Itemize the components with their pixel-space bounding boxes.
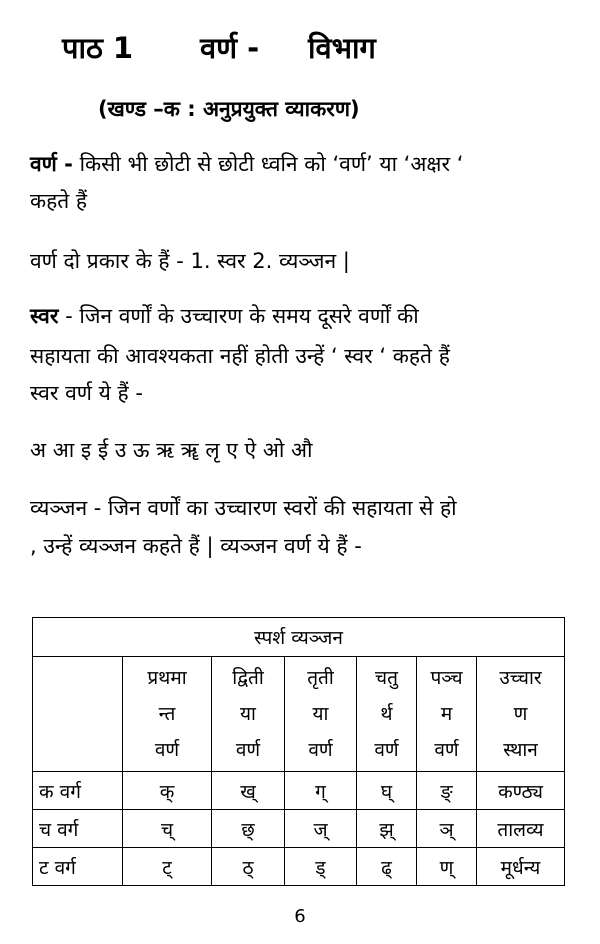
table-cell: कण्ठ्य (477, 772, 565, 810)
table-cell: ढ् (357, 848, 417, 886)
table-cell: क् (123, 772, 212, 810)
varn-definition-line1 (30, 148, 463, 181)
swar-definition-text: - जिन वर्णों के उच्चारण के समय दूसरे वर्णों की (65, 304, 419, 328)
sparsh-vyanjan-table (32, 617, 565, 886)
swar-list: अ आ इ ई उ ऊ ऋ ॠ लृ ए ऐ ओ औ (30, 438, 313, 462)
table-header: पञ्च म वर्ण (417, 657, 477, 772)
table-header: प्रथमा न्त वर्ण (123, 657, 212, 772)
table-header-row (33, 657, 565, 772)
swar-definition-line3: स्वर वर्ण ये हैं - (30, 381, 143, 405)
varn-definition-line2: कहते हैं (30, 189, 88, 213)
vyanjan-definition-line2: , उन्हें व्यञ्जन कहते हैं | व्यञ्जन वर्ण ये हैं - (30, 534, 362, 558)
table-cell: च् (123, 810, 212, 848)
table-row (33, 772, 565, 810)
table-cell: मूर्धन्य (477, 848, 565, 886)
table-cell: ड् (285, 848, 357, 886)
swar-definition-line1 (30, 300, 419, 333)
row-label: क वर्ग (33, 772, 123, 810)
table-cell: घ् (357, 772, 417, 810)
table-cell: ठ् (212, 848, 285, 886)
table-header: चतु र्थ वर्ण (357, 657, 417, 772)
table-cell: ग् (285, 772, 357, 810)
table-row (33, 848, 565, 886)
row-label: ट वर्ग (33, 848, 123, 886)
title-varn: वर्ण - (200, 31, 260, 65)
title-vibhag: विभाग (308, 31, 376, 65)
swar-term: स्वर (30, 304, 59, 328)
table-header: तृती या वर्ण (285, 657, 357, 772)
table-cell: ख् (212, 772, 285, 810)
table-cell: ज् (285, 810, 357, 848)
table-header: द्विती या वर्ण (212, 657, 285, 772)
lesson-number: पाठ 1 (62, 31, 134, 65)
page-number: 6 (294, 906, 306, 927)
table-caption: स्पर्श व्यञ्जन (33, 618, 565, 657)
varn-definition-text: किसी भी छोटी से छोटी ध्वनि को ‘वर्ण’ या ‘अक्षर ‘ (79, 152, 464, 176)
table-cell: ङ् (417, 772, 477, 810)
table-caption-row (33, 618, 565, 657)
table-cell: ट् (123, 848, 212, 886)
table-header-empty (33, 657, 123, 772)
table-cell: छ् (212, 810, 285, 848)
table-cell: ञ् (417, 810, 477, 848)
table-cell: ण् (417, 848, 477, 886)
swar-definition-line2: सहायता की आवश्यकता नहीं होती उन्हें ‘ स्वर ‘ कहते हैं (30, 344, 450, 368)
table-cell: तालव्य (477, 810, 565, 848)
row-label: च वर्ग (33, 810, 123, 848)
varn-term: वर्ण - (30, 152, 73, 176)
section-subtitle: (खण्ड –क : अनुप्रयुक्त व्याकरण) (98, 97, 360, 121)
table-cell: झ् (357, 810, 417, 848)
vyanjan-definition-line1: व्यञ्जन - जिन वर्णों का उच्चारण स्वरों की सहायता से हो (30, 496, 457, 520)
varn-types: वर्ण दो प्रकार के हैं - 1. स्वर 2. व्यञ्जन | (30, 249, 350, 273)
table-row (33, 810, 565, 848)
table-header: उच्चार ण स्थान (477, 657, 565, 772)
